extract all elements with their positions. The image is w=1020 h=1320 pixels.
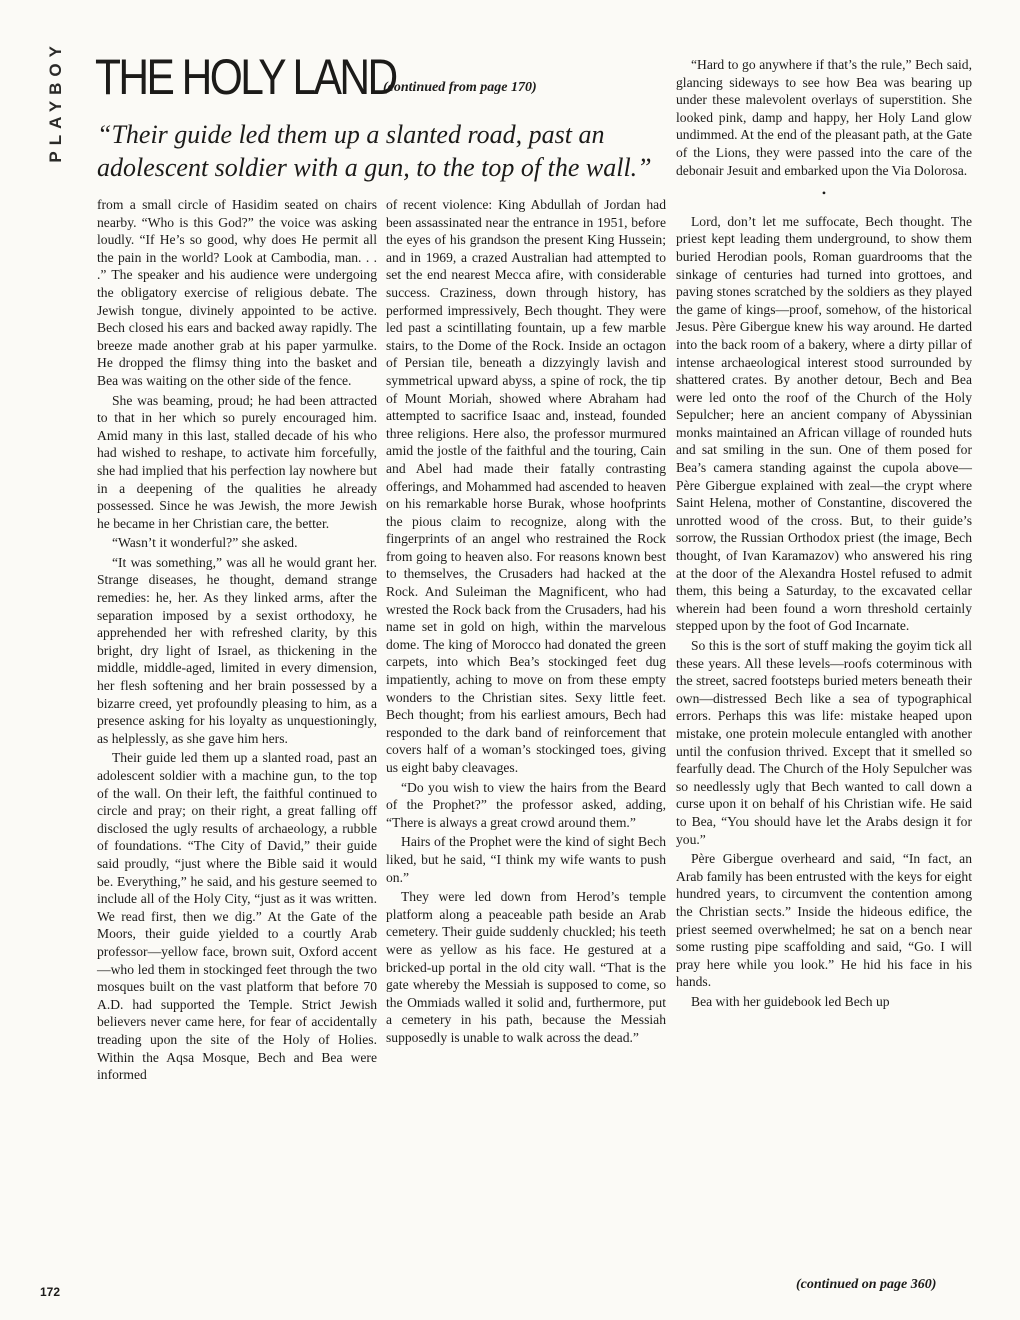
article-title: THE HOLY LAND [95,49,396,105]
paragraph: of recent violence: King Abdullah of Jordan had been assassinated near the entrance in 1951, before the eyes of his grandson the present King Hussein; and in 1969, a crazed Australian had attempted to set the end nearest Mecca afire, with considerable success. Craziness, down through history, has performed impressively, Bech thought. They were led past a scintillating fountain, up a few marble stairs, to the Dome of the Rock. Inside an octagon of Persian tile, beneath a dizzyingly lavish and symmetrical upward abyss, a spine of rock, the tip of Mount Moriah, showed where Abraham had attempted to sacrifice Isaac and, instead, founded three religions. Here also, the professor murmured amid the jostle of the faithful and the touring, Cain and Abel had made their fatally contrasting offerings, and Mohammed had ascended to heaven on his remarkable horse Burak, whose hoofprints the pious claim to recognize, along with the fingerprints of an angel who restrained the Rock from going to heaven also. For reasons known best to themselves, the Crusaders had hacked at the Rock. And Suleiman the Magnificent, who had wrested the Rock back from the Crusaders, had his name set in gold on high, within the marvelous dome. The king of Morocco had donated the green carpets, into which Bea’s stockinged feet dug impatiently, aching to move on from these empty wonders to the Christian sites. Sexy little feet. Bech thought; from his earliest amours, Bech had responded to the dark band of reinforcement that covers half of a woman’s stockinged toes, giving us eight baby cleavages. [386,197,666,775]
paragraph: “Do you wish to view the hairs from the Beard of the Prophet?” the professor asked, adding, “There is always a great crowd around them.” [386,779,666,830]
text-column-1 [97,196,377,1296]
paragraph: “It was something,” was all he would grant her. Strange diseases, he thought, demand strange remedies: he, her. As they linked arms, after the separation imposed by a sexist orthodoxy, he apprehended her with refreshed clarity, by this bright, dry light of Israel, as thickening in the middle, middle-aged, limited in every dimension, her flesh softening and her brain possessed by a bizarre creed, yet profoundly pleasing to him, as a presence asking for his loyalty as unquestioningly, as helplessly, as she gave him hers. [97,554,377,746]
continued-on-note: (continued on page 360) [796,1277,937,1292]
page-number: 172 [40,1285,61,1299]
section-break-bullet: • [821,186,827,201]
paragraph: They were led down from Herod’s temple platform along a peaceable path beside an Arab cemetery. Their guide suddenly chuckled; his teeth were as yellow as his face. He gestured at a bricked-up portal in the old city wall. “That is the gate whereby the Messiah is supposed to come, so the Ommiads walled it solid and, furthermore, put a cemetery in his path, because the Messiah supposedly is unable to walk across the dead.” [386,889,666,1045]
continued-from-note: (continued from page 170) [383,80,537,95]
paragraph: “Hard to go anywhere if that’s the rule,” Bech said, glancing sideways to see how Bea was bearing up under these malevolent overlays of superstition. She looked pink, damp and happy, her Holy Land glow undimmed. At the end of the pleasant path, at the Gate of the Lions, they were passed into the care of the debonair Jesuit and embarked upon the Via Dolorosa. [676,57,972,178]
paragraph: Hairs of the Prophet were the kind of sight Bech liked, but he said, “I think my wife wants to push on.” [386,834,666,885]
paragraph: She was beaming, proud; he had been attracted to that in her which so purely encouraged him. Amid many in this last, stalled decade of his who had wished to reshape, to activate him forcefully, she had implied that his perfection lay nowhere but in a deepening of the qualities he already possessed. Since he was Jewish, the more Jewish he became in her Christian care, the better. [97,392,377,531]
paragraph: Bea with her guidebook led Bech up [691,993,890,1009]
paragraph: Their guide led them up a slanted road, past an adolescent soldier with a machine gun, to the top of the wall. On their left, the faithful continued to circle and pray; on their right, a great falling off disclosed the ugly results of archaeology, a rubble of foundations. “The City of David,” their guide said proudly, “just where the Bible said it would be. Everything,” he said, and his gesture seemed to include all of the Holy City, “just as it was written. We read first, then we dig.” At the Gate of the Moors, their guide yielded to a courtly Arab professor—yellow face, brown suit, Oxford accent—who led them in stockinged feet through the two mosques built on the vast platform that before 70 A.D. had supported the Temple. Strict Jewish believers never came here, for fear of accidentally treading upon the site of the Holy of Holies. Within the Aqsa Mosque, Bech and Bea were informed [97,750,377,1083]
paragraph: “Wasn’t it wonderful?” she asked. [112,535,298,551]
paragraph: from a small circle of Hasidim seated on chairs nearby. “Who is this God?” the voice was asking loudly. “If He’s so good, why does He permit all the pain in the world? Look at Cambodia, man. . . .” The speaker and his audience were undergoing the obligatory exercise of religious debate. The Jewish tongue, divinely appointed to be active. Bech closed his ears and backed away rapidly. The breeze made another grab at his paper yarmulke. He dropped the flimsy thing into the basket and Bea was waiting on the other side of the fence. [97,197,377,388]
paragraph: So this is the sort of stuff making the goyim tick all these years. All these levels—roofs coterminous with the street, sacred footsteps buried meters beneath their own—distressed Bech like a sea of typographical errors. Perhaps this was life: mistake heaped upon mistake, one protein molecule entangled with another until the confusion thrived. Except that it smelled so fearfully dead. The Church of the Holy Sepulcher was so needlessly ugly that Bech wanted to call down a curse upon it on behalf of his Christian wife. He said to Bea, “You should have let the Arabs design it for you.” [676,638,972,847]
paragraph: Père Gibergue overheard and said, “In fact, an Arab family has been entrusted with the keys for eight hundred years, to circumvent the contention among the Christian sects.” Inside the hideous edifice, the priest seemed overwhelmed; he sat on a bench near some rusting pipe scaffolding and said, “Go. I will pray here while you look.” He hid his face in his hands. [676,851,972,990]
magazine-name: PLAYBOY [46,40,65,163]
text-column-2 [386,196,666,1296]
pull-quote: “Their guide led them up a slanted road, past an adolescent soldier with a gun, to the top of the wall.” [97,120,652,182]
paragraph: Lord, don’t let me suffocate, Bech thought. The priest kept leading them underground, to show them buried Herodian pools, Roman guardrooms that the sinkage of centuries had turned into grottoes, and paving stones scratched by the soldiers as they played the game of kings—proof, somehow, of the historical Jesus. Père Gibergue knew his way around. He darted into the back room of a bakery, where a dirty pillar of intense archaeological interest stood surrounded by shattered crates. By another detour, Bech and Bea were led onto the roof of the Church of the Holy Sepulcher; here an ancient company of Abyssinian monks maintained an African village of rounded huts and sat smiling in the sun. One of them posed for Bea’s camera standing against the cupola above—Père Gibergue explained with zeal—the crypt where Saint Helena, mother of Constantine, discovered the unrotted wood of the cross. But, to their guide’s sorrow, the Russian Orthodox priest (the image, Bech thought, of Ivan Karamazov) who answered his ring at the door of the Alexandra Hostel refused to admit them, this being a Saturday, to the excavated cellar wherein had been found a worn threshold certainly stepped upon by the foot of God Incarnate. [676,213,972,634]
text-column-3 [676,56,972,1296]
